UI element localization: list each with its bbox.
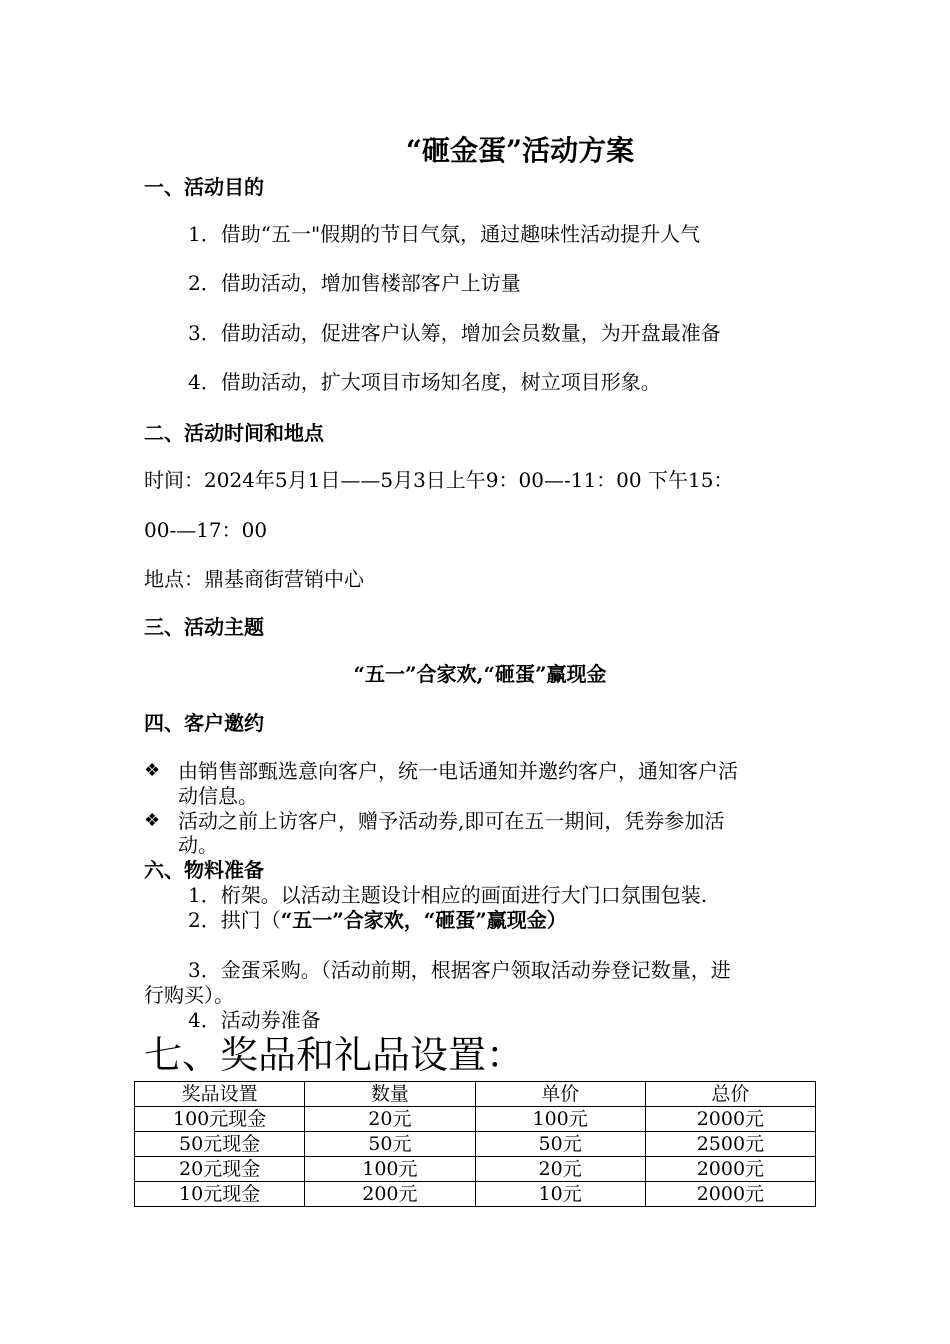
time-line-1: 时间：2024年5月1日——5月3日上午9：00—-11：00 下午15： [144,468,734,492]
prize-table [134,1081,816,1207]
table-cell: 2000元 [645,1107,815,1132]
section-4-heading: 四、客户邀约 [144,711,264,735]
table-cell: 50元 [305,1132,475,1157]
table-header-cell: 总价 [645,1082,815,1107]
invite-bullet-line: 动。 [178,833,218,857]
table-cell: 2500元 [645,1132,815,1157]
table-cell: 100元 [305,1157,475,1182]
table-cell: 10元现金 [135,1182,305,1207]
material-item-prefix: 2．拱门（ [188,908,281,932]
table-row [135,1107,816,1132]
section-3-heading: 三、活动主题 [144,615,264,639]
table-cell: 20元现金 [135,1157,305,1182]
section-1-heading: 一、活动目的 [144,175,264,199]
table-header-cell: 奖品设置 [135,1082,305,1107]
section-6-heading: 六、物料准备 [144,858,264,882]
table-cell: 100元现金 [135,1107,305,1132]
table-row [135,1132,816,1157]
table-cell: 20元 [305,1107,475,1132]
section-2-heading: 二、活动时间和地点 [144,421,324,445]
table-cell: 50元 [475,1132,645,1157]
table-header-cell: 单价 [475,1082,645,1107]
purpose-item: 3．借助活动，促进客户认筹，增加会员数量，为开盘最准备 [188,321,721,345]
bullet-icon: ❖ [144,810,161,831]
purpose-item: 4．借助活动，扩大项目市场知名度，树立项目形象。 [188,370,661,394]
table-cell: 10元 [475,1182,645,1207]
table-cell: 200元 [305,1182,475,1207]
theme-line: “五一”合家欢,“砸蛋”赢现金 [353,662,607,686]
table-cell: 50元现金 [135,1132,305,1157]
material-item-bold: “五一”合家欢，“砸蛋”赢现金） [280,908,567,932]
purpose-item: 1．借助“五一"假期的节日气氛，通过趣味性活动提升人气 [188,222,701,246]
table-cell: 20元 [475,1157,645,1182]
place-line: 地点：鼎基商街营销中心 [144,567,364,591]
document-title: “砸金蛋”活动方案 [405,134,635,167]
material-item-cont: 行购买）。 [144,983,234,1007]
invite-bullet-line: 活动之前上访客户，赠予活动券,即可在五一期间，凭券参加活 [178,809,725,833]
table-row [135,1157,816,1182]
material-item [188,907,567,933]
material-item: 3．金蛋采购。（活动前期，根据客户领取活动券登记数量，进 [188,958,731,982]
table-header-row [135,1082,816,1107]
material-item: 4．活动券准备 [188,1008,321,1032]
bullet-icon: ❖ [144,760,161,781]
purpose-item: 2．借助活动，增加售楼部客户上访量 [188,271,521,295]
invite-bullet-line: 动信息。 [178,784,258,808]
table-row [135,1182,816,1207]
table-header-cell: 数量 [305,1082,475,1107]
invite-bullet-line: 由销售部甄选意向客户，统一电话通知并邀约客户，通知客户活 [178,759,738,783]
time-line-2: 00-—17：00 [144,518,268,542]
table-cell: 100元 [475,1107,645,1132]
material-item: 1．桁架。以活动主题设计相应的画面进行大门口氛围包装. [188,883,708,907]
section-7-heading: 七、奖品和礼品设置： [144,1033,525,1077]
table-cell: 2000元 [645,1182,815,1207]
table-cell: 2000元 [645,1157,815,1182]
